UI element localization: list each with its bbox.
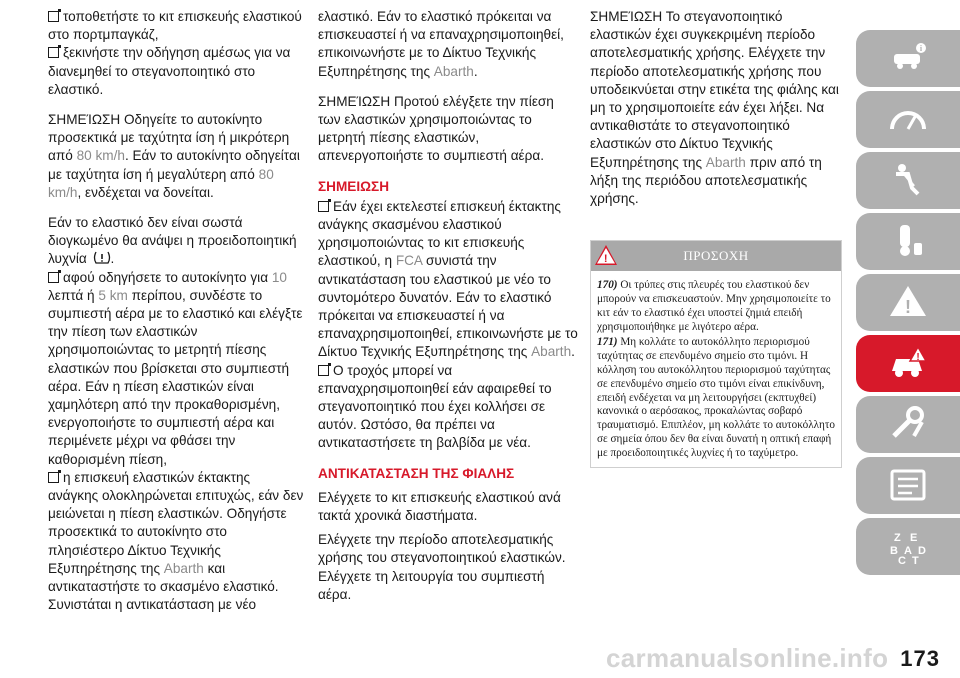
warning-item: 171) Μη κολλάτε το αυτοκόλλητο περιορισμού ταχύτητας σε επενδυμένο σημείο στο τιμόνι. Η κόλληση του αυτοκόλλητου περιορισμού ταχύτητας σε επενδυμένο σημείο στο τιμόνι είναι επικίνδυνη, επειδή ενδέχεται να μη λειτουργήσει (εκπτυχθεί) κανονικά ο αερόσακος, προκαλώντας σοβαρό τραυματισμό. Επιπλέον, μη κολλάτε το αυτοκόλλητο σε σημεία όπου δεν θα είναι δυνατή η οπτική επαφή με προειδοποιητικές λυχνίες ή το ταχύμετρο.	[597, 336, 835, 459]
text-column-2	[318, 8, 580, 616]
svg-text:!: !	[916, 352, 920, 363]
svg-text:C: C	[898, 555, 906, 564]
svg-text:i: i	[919, 44, 923, 53]
tab-index[interactable]	[856, 518, 960, 575]
svg-text:Z: Z	[894, 532, 901, 544]
page-number: 173	[900, 646, 940, 671]
svg-text:!: !	[603, 253, 609, 266]
emergency-icon	[888, 345, 928, 381]
watermark: carmanualsonline.info	[606, 643, 889, 673]
text-column-1	[48, 8, 304, 615]
checkbox-bullet-icon	[48, 472, 59, 483]
checkbox-bullet-icon	[318, 201, 329, 212]
paragraph: Ελέγχετε το κιτ επισκευής ελαστικού ανά τακτά χρονικά διαστήματα.	[318, 489, 561, 524]
note-paragraph: ΣΗΜΕΊΩΣΗ Το στεγανοποιητικό ελαστικών έχει συγκεκριμένη περίοδο αποτελεσματικής χρήσης. Ελέγχετε την περίοδο αποτελεσματικής χρήσης που υποδεικνύεται στην ετικέτα της φιάλης και μη το χρησιμοποιείτε εάν έχει λήξει. Να αντικαθιστάτε το στεγανοποιητικό ελαστικών στο Δίκτυο Τεχνικής Εξυπηρέτησης της Abarth πριν από τη λήξη της περιόδου αποτελεσματικής χρήσης.	[590, 9, 839, 207]
safety-icon	[888, 162, 928, 198]
tab-technical-data[interactable]	[856, 457, 960, 514]
text-column-3	[590, 8, 842, 468]
tab-dashboard[interactable]	[856, 91, 960, 148]
tab-safety[interactable]	[856, 152, 960, 209]
note-speed: ΣΗΜΕΊΩΣΗ Οδηγείτε το αυτοκίνητο προσεκτικά με ταχύτητα ίση ή μικρότερη από 80 km/h. Εάν το αυτοκίνητο οδηγείται με ταχύτητα ίση ή μεγαλύτερη από 80 km/h, ενδέχεται να δονείται.	[48, 112, 300, 200]
chapter-tabs	[856, 30, 960, 579]
tab-warning-lights[interactable]	[856, 274, 960, 331]
warning-triangle-icon	[594, 244, 618, 266]
svg-text:A: A	[904, 545, 912, 557]
warning-box	[590, 240, 842, 467]
note-heading: ΣΗΜΕΙΩΣΗ	[318, 178, 390, 194]
svg-text:T: T	[912, 555, 919, 564]
tab-maintenance[interactable]	[856, 396, 960, 453]
maintenance-icon	[888, 406, 928, 442]
svg-text:D: D	[918, 545, 926, 557]
starting-icon	[888, 223, 928, 259]
checkbox-bullet-icon	[48, 47, 59, 58]
paragraph: Εάν το ελαστικό δεν είναι σωστά διογκωμένο θα ανάψει η προειδοποιητική λυχνία . αφού οδηγήσετε το αυτοκίνητο για 10 λεπτά ή 5 km περίπου, συνδέστε το συμπιεστή αέρα με το ελαστικό και ελέγξτε την πίεση των ελαστικών χρησιμοποιώντας το μετρητή πίεσης ελαστικών που βρίσκεται στο συμπιεστή αέρα. Εάν η πίεση ελαστικών είναι χαμηλότερη από την προκαθορισμένη, ενεργοποιήστε το συμπιεστή αέρα και περιμένετε μέχρι να φθάσει την καθορισμένη πίεση, η επισκευή ελαστικών έκτακτης ανάγκης ολοκληρώνεται επιτυχώς, εάν δεν μειώνεται η πίεση ελαστικών. Οδηγήστε προσεκτικά το αυτοκίνητο στο πλησιέστερο Δίκτυο Τεχνικής Εξυπηρέτησης της Abarth και αντικαταστήστε το σκασμένο ελαστικό. Συνιστάται η αντικατάσταση με νέο	[48, 215, 304, 613]
svg-text:E: E	[910, 532, 918, 544]
note-paragraph: ΣΗΜΕΊΩΣΗ Προτού ελέγξετε την πίεση των ελαστικών χρησιμοποιώντας το μετρητή πίεσης ελαστικών, απενεργοποιήστε το συμπιεστή αέρα.	[318, 93, 554, 164]
technical-data-icon	[888, 467, 928, 503]
warning-lights-icon	[888, 284, 928, 320]
note-body: Εάν έχει εκτελεστεί επισκευή έκτακτης ανάγκης σκασμένου ελαστικού χρησιμοποιώντας το κιτ επισκευής ελαστικού, η FCA συνιστά την αντικατάσταση του ελαστικού με νέο το συντομότερο δυνατόν. Εάν το ελαστικό πρόκειται να επισκευαστεί ή να επαναχρησιμοποιηθεί, επικοινωνήστε με το Δίκτυο Τεχνικής Εξυπηρέτησης της Abarth. Ο τροχός μπορεί να επαναχρησιμοποιηθεί εάν αφαιρεθεί το στεγανοποιητικό που έχει κολλήσει σε αυτόν. Ωστόσο, θα πρέπει να αντικαταστήσετε τη βαλβίδα με νέα.	[318, 198, 578, 451]
dashboard-icon	[888, 101, 928, 137]
svg-text:B: B	[890, 545, 898, 557]
warning-item: 170) Οι τρύπες στις πλευρές του ελαστικού δεν μπορούν να επισκευαστούν. Μην χρησιμοποιείτε το κιτ εάν το ελαστικό έχει υποστεί ζημιά επειδή χρησιμοποιήθηκε με λιγότερο αέρα.	[597, 279, 831, 333]
paragraph: ελαστικό. Εάν το ελαστικό πρόκειται να επισκευαστεί ή να επαναχρησιμοποιηθεί, επικοινωνήστε με το Δίκτυο Τεχνικής Εξυπηρέτησης της Abarth.	[318, 9, 564, 79]
checkbox-bullet-icon	[318, 365, 329, 376]
index-icon	[888, 528, 928, 564]
warning-body	[591, 271, 841, 466]
tab-emergency[interactable]	[856, 335, 960, 392]
warning-header	[591, 241, 841, 271]
tab-starting[interactable]	[856, 213, 960, 270]
paragraph: Ελέγχετε την περίοδο αποτελεσματικής χρήσης του στεγανοποιητικού ελαστικών. Ελέγχετε τη λειτουργία του συμπιεστή αέρα.	[318, 532, 566, 602]
warning-title: ΠΡΟΣΟΧΗ	[683, 248, 749, 264]
paragraph: τοποθετήστε το κιτ επισκευής ελαστικού στο πορτμπαγκάζ, ξεκινήστε την οδήγηση αμέσως για να διανεμηθεί το στεγανοποιητικό στο ελαστικό.	[48, 9, 302, 97]
checkbox-bullet-icon	[48, 272, 59, 283]
checkbox-bullet-icon	[48, 11, 59, 22]
section-heading: ΑΝΤΙΚΑΤΑΣΤΑΣΗ ΤΗΣ ΦΙΑΛΗΣ	[318, 465, 515, 481]
car-info-icon	[888, 40, 928, 76]
svg-text:!: !	[905, 297, 911, 317]
tire-pressure-warning-icon	[93, 251, 111, 265]
tab-car-info[interactable]	[856, 30, 960, 87]
